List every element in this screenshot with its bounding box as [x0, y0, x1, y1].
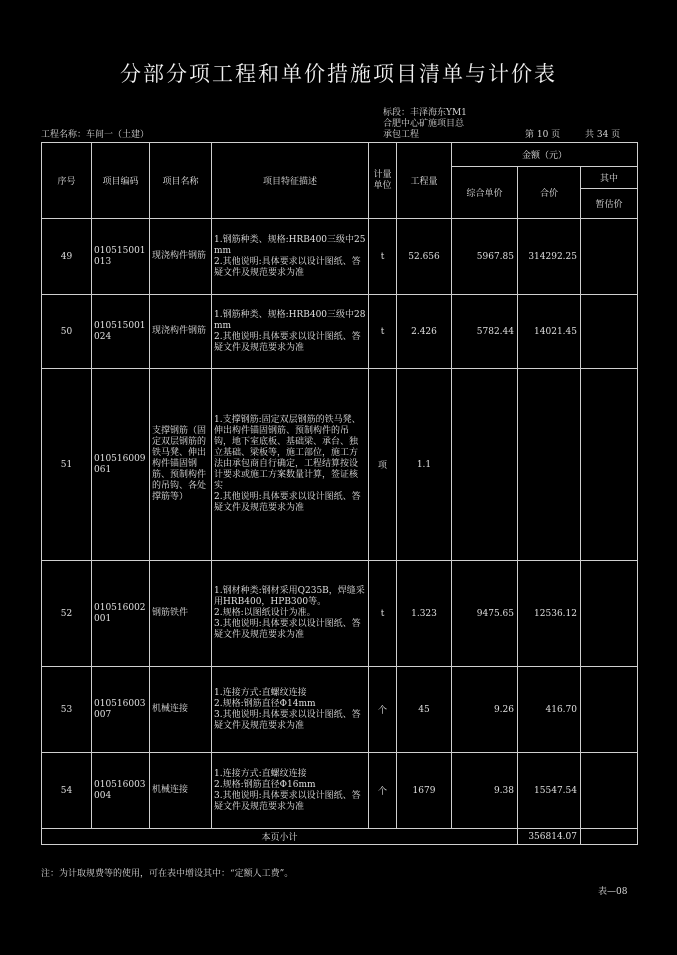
row-qty: 45	[397, 667, 452, 753]
row-unit: 个	[369, 667, 397, 753]
row-code: 010516003007	[92, 667, 150, 753]
row-desc: 1.钢筋种类、规格:HRB400三级中28mm 2.其他说明:具体要求以设计图纸、答疑文件及规范要求为准	[212, 295, 369, 369]
col-qty: 工程量	[397, 143, 452, 219]
subtotal-label: 本页小计	[42, 829, 518, 845]
row-code: 010515001024	[92, 295, 150, 369]
row-provisional	[581, 219, 638, 295]
section-line-1: 标段：丰泽海东YM1	[383, 108, 467, 118]
row-qty: 2.426	[397, 295, 452, 369]
row-code: 010516003004	[92, 753, 150, 829]
table-row	[42, 369, 638, 561]
row-qty: 1679	[397, 753, 452, 829]
row-provisional	[581, 667, 638, 753]
page-title: 分部分项工程和单价措施项目清单与计价表	[120, 62, 557, 86]
row-unit-price: 5967.85	[452, 219, 518, 295]
row-qty: 1.323	[397, 561, 452, 667]
row-code: 010515001013	[92, 219, 150, 295]
row-unit-price: 5782.44	[452, 295, 518, 369]
pricing-table	[41, 142, 638, 845]
table-row	[42, 753, 638, 829]
row-seq: 51	[42, 369, 92, 561]
section-line-3: 承包工程	[383, 130, 420, 140]
col-unit-price: 综合单价	[452, 167, 518, 219]
row-seq: 49	[42, 219, 92, 295]
row-unit: 个	[369, 753, 397, 829]
table-row	[42, 295, 638, 369]
row-name: 支撑钢筋（固定双层钢筋的铁马凳、伸出构件锚固钢筋、预制构件的吊钩、各处撑筋等）	[150, 369, 212, 561]
row-provisional	[581, 369, 638, 561]
row-seq: 54	[42, 753, 92, 829]
row-desc: 1.钢材种类:钢材采用Q235B，焊缝采用HRB400，HPB300等。 2.规格:以图纸设计为准。 3.其他说明:具体要求以设计图纸、答疑文件及规范要求为准	[212, 561, 369, 667]
row-name: 现浇构件钢筋	[150, 219, 212, 295]
row-unit: 项	[369, 369, 397, 561]
col-unit: 计量单位	[369, 143, 397, 219]
row-desc: 1.连接方式:直螺纹连接 2.规格:钢筋直径Φ16mm 3.其他说明:具体要求以设计图纸、答疑文件及规范要求为准	[212, 753, 369, 829]
subtotal-row	[42, 829, 638, 845]
col-name: 项目名称	[150, 143, 212, 219]
row-unit: t	[369, 295, 397, 369]
row-desc: 1.连接方式:直螺纹连接 2.规格:钢筋直径Φ14mm 3.其他说明:具体要求以设计图纸、答疑文件及规范要求为准	[212, 667, 369, 753]
row-total: 15547.54	[518, 753, 581, 829]
row-unit-price: 9.26	[452, 667, 518, 753]
col-of-which: 其中	[581, 167, 638, 189]
row-provisional	[581, 561, 638, 667]
row-name: 机械连接	[150, 753, 212, 829]
subtotal-provisional	[581, 829, 638, 845]
page-total: 共 34 页	[585, 130, 621, 140]
row-desc: 1.支撑钢筋:固定双层钢筋的铁马凳、伸出构件锚固钢筋、预制构件的吊钩，地下室底板、基础梁、承台、独立基础、梁板等，施工部位，施工方法由承包商自行确定，工程结算按设计要求或施工方案数量计算，签证核实 2.其他说明:具体要求以设计图纸、答疑文件及规范要求为准	[212, 369, 369, 561]
row-unit-price: 9.38	[452, 753, 518, 829]
col-code: 项目编码	[92, 143, 150, 219]
col-provisional: 暂估价	[581, 189, 638, 219]
form-number: 表—08	[598, 887, 628, 897]
row-provisional	[581, 753, 638, 829]
col-seq: 序号	[42, 143, 92, 219]
col-total: 合价	[518, 167, 581, 219]
footnote: 注：为计取规费等的使用，可在表中增设其中：“定额人工费”。	[41, 869, 294, 879]
row-unit-price: 9475.65	[452, 561, 518, 667]
row-seq: 52	[42, 561, 92, 667]
table-row	[42, 219, 638, 295]
row-total: 14021.45	[518, 295, 581, 369]
row-name: 现浇构件钢筋	[150, 295, 212, 369]
page-current: 第 10 页	[525, 130, 561, 140]
row-total: 416.70	[518, 667, 581, 753]
project-name: 工程名称：车间一（土建）	[41, 130, 150, 140]
row-code: 010516002001	[92, 561, 150, 667]
row-desc: 1.钢筋种类、规格:HRB400三级中25mm 2.其他说明:具体要求以设计图纸、答疑文件及规范要求为准	[212, 219, 369, 295]
subtotal-total: 356814.07	[518, 829, 581, 845]
row-qty: 52.656	[397, 219, 452, 295]
row-total: 12536.12	[518, 561, 581, 667]
row-qty: 1.1	[397, 369, 452, 561]
section-line-2: 合肥中心矿施项目总	[383, 119, 465, 129]
row-provisional	[581, 295, 638, 369]
col-desc: 项目特征描述	[212, 143, 369, 219]
table-row	[42, 561, 638, 667]
table-row	[42, 667, 638, 753]
col-amount: 金额（元）	[452, 143, 638, 167]
row-unit: t	[369, 219, 397, 295]
row-seq: 53	[42, 667, 92, 753]
row-total	[518, 369, 581, 561]
row-total: 314292.25	[518, 219, 581, 295]
row-name: 机械连接	[150, 667, 212, 753]
row-name: 钢筋铁件	[150, 561, 212, 667]
row-code: 010516009061	[92, 369, 150, 561]
row-unit-price	[452, 369, 518, 561]
row-unit: t	[369, 561, 397, 667]
row-seq: 50	[42, 295, 92, 369]
